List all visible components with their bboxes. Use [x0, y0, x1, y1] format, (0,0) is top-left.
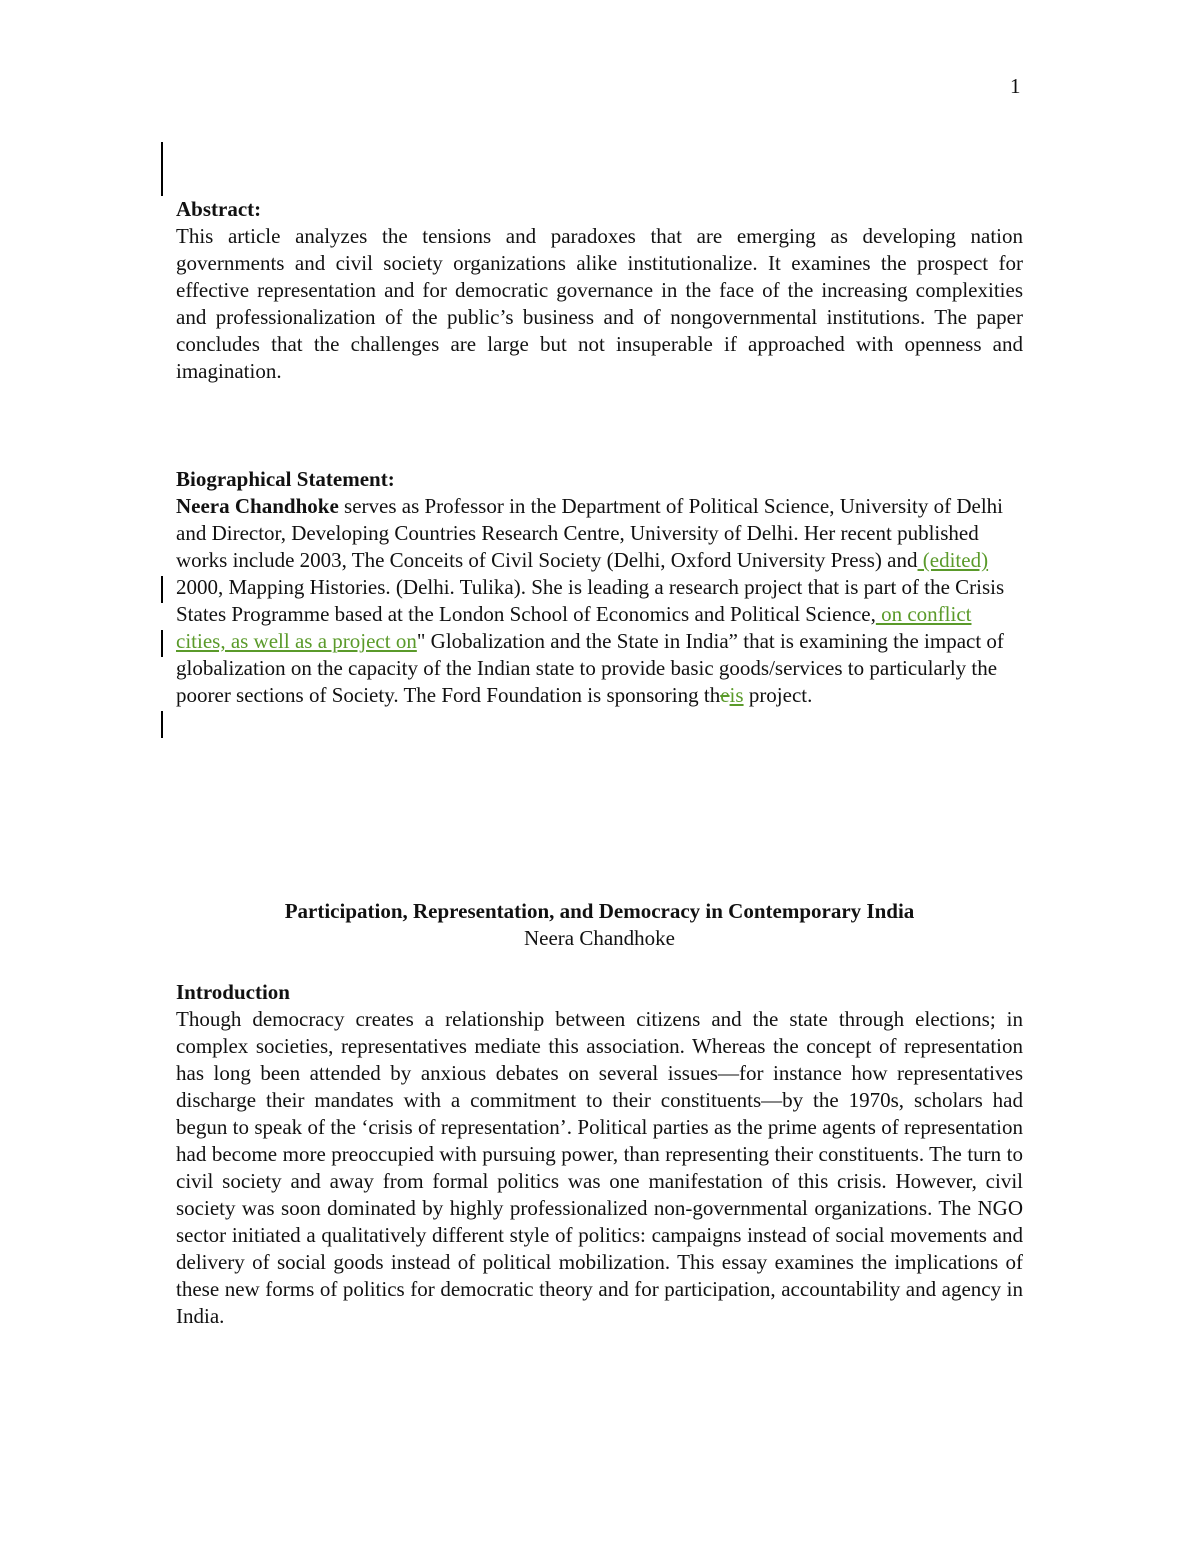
paper-title: Participation, Representation, and Democracy in Contemporary India: [284, 899, 915, 923]
tracked-insertion: (edited): [917, 548, 989, 572]
tracked-deletion: e: [720, 683, 730, 707]
introduction-heading: Introduction: [176, 980, 290, 1004]
bio-text-1: serves as Professor in the Department of Political Science, University of Delhi and Director, Developing Countries Research Centre, University of Delhi. Her recent published works include 2003, The Conceits of Civil Society (Delhi, Oxford University Press) and: [176, 494, 1004, 572]
bio-text-3: " Globalization and the State in India” that is examining the impact of globalization on the capacity of the Indian state to provide basic goods/services to particularly the poorer sections of Society. The Ford Foundation is sponsoring th: [176, 629, 1004, 707]
abstract-heading: Abstract:: [176, 197, 262, 221]
page-number: 1: [1010, 74, 1021, 98]
abstract-text: This article analyzes the tensions and paradoxes that are emerging as developing nation governments and civil society organizations alike institutionalize. It examines the prospect for effective representation and for democratic governance in the face of the increasing complexities and professionalization of the public’s business and of nongovernmental institutions. The paper concludes that the challenges are large but not insuperable if approached with openness and imagination.: [176, 224, 1023, 383]
bio-text-2: 2000, Mapping Histories. (Delhi. Tulika). She is leading a research project that is part of the Crisis States Programme based at the London School of Economics and Political Science,: [176, 575, 1005, 626]
change-bar: [161, 711, 163, 738]
change-bar: [161, 142, 163, 196]
bio-text-4: project.: [743, 683, 813, 707]
change-bar: [161, 630, 163, 657]
document-body: [176, 196, 1023, 1330]
introduction-text: Though democracy creates a relationship between citizens and the state through elections; in complex societies, representatives mediate this association. Whereas the concept of representation has long been attended by anxious debates on several issues—for instance how representatives discharge their mandates with a commitment to their constituents—by the 1970s, scholars had begun to speak of the ‘crisis of representation’. Political parties as the prime agents of representation had become more preoccupied with pursuing power, than representing their constituents. The turn to civil society and away from formal politics was one manifestation of this crisis. However, civil society was soon dominated by highly professionalized non-governmental organizations. The NGO sector initiated a qualitatively different style of politics: campaigns instead of social movements and delivery of social goods instead of political mobilization. This essay examines the implications of these new forms of politics for democratic theory and for participation, accountability and agency in India.: [176, 1007, 1023, 1328]
bio-paragraph: [176, 493, 1023, 709]
paper-author: Neera Chandhoke: [523, 926, 676, 950]
bio-author-name: Neera Chandhoke: [176, 494, 339, 518]
tracked-insertion: is: [729, 683, 744, 707]
bio-heading: Biographical Statement:: [176, 467, 395, 491]
tracked-insertion: on conflict cities, as well as a project on: [176, 602, 972, 653]
change-bar: [161, 576, 163, 603]
